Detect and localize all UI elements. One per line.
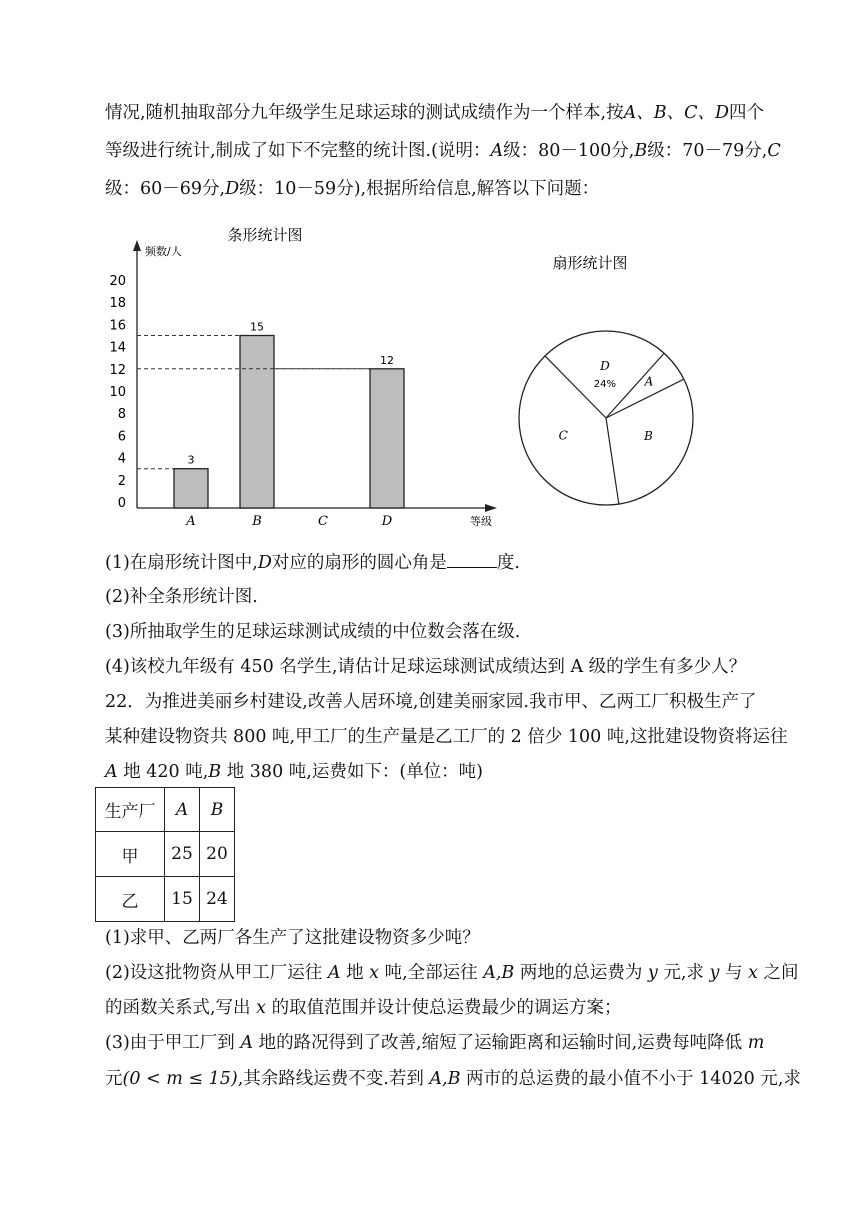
grade-letter: D bbox=[257, 553, 272, 573]
question-21-4 bbox=[105, 654, 746, 680]
place-letter: A bbox=[105, 762, 118, 782]
table-row bbox=[96, 832, 235, 877]
question-text: 元 bbox=[105, 1069, 123, 1089]
problem-22-q3-line-1 bbox=[105, 1030, 764, 1056]
problem-text: 地 420 吨, bbox=[117, 762, 209, 782]
question-text: (2)设这批物资从甲工厂运往 bbox=[105, 963, 328, 983]
pie-chart bbox=[519, 254, 693, 505]
y-axis-label: 频数/人 bbox=[145, 245, 182, 258]
question-21-3 bbox=[105, 619, 520, 645]
question-text: 的函数关系式,写出 bbox=[105, 998, 257, 1018]
grade-letter: A bbox=[490, 141, 504, 161]
problem-22-line-1 bbox=[105, 689, 756, 715]
y-tick-label: 6 bbox=[117, 429, 126, 445]
variable: y bbox=[709, 963, 720, 983]
table-cell: 乙 bbox=[96, 877, 165, 922]
intro-text: 分),根据所给信息,解答以下问题： bbox=[336, 179, 600, 199]
pie-slice-label: A bbox=[644, 374, 654, 389]
question-text: 两地的总运费为 bbox=[514, 963, 648, 983]
table-cell: 15 bbox=[165, 877, 200, 922]
problem-22-q3-line-2 bbox=[105, 1066, 801, 1092]
table-header-cell: 生产厂 bbox=[96, 788, 165, 832]
question-21-1 bbox=[105, 549, 520, 576]
bar bbox=[174, 469, 208, 508]
question-text: 两市的总运费的最小值不小于 14020 元,求 bbox=[460, 1069, 801, 1089]
question-text: (1)在扇形统计图中, bbox=[105, 553, 258, 573]
answer-blank[interactable] bbox=[447, 549, 497, 568]
question-text: 吨,全部运往 bbox=[379, 963, 484, 983]
place-letters: A,B bbox=[429, 1069, 461, 1089]
y-tick-label: 4 bbox=[117, 451, 126, 467]
question-text: (4)该校九年级有 450 名学生,请估计足球运球测试成绩达到 A 级的学生有多少人？ bbox=[105, 657, 747, 677]
grade-letter: C bbox=[767, 141, 781, 161]
problem-22-line-3 bbox=[105, 759, 483, 785]
score-range: 70－79 bbox=[682, 141, 745, 161]
pie-chart-title: 扇形统计图 bbox=[552, 254, 628, 272]
question-text: 元,求 bbox=[657, 963, 710, 983]
y-tick-label: 14 bbox=[109, 340, 126, 356]
table-header-cell: A bbox=[165, 788, 200, 832]
y-axis-arrow bbox=[133, 240, 141, 251]
table-row bbox=[96, 877, 235, 922]
problem-22-q2-line-2 bbox=[105, 995, 622, 1021]
bar bbox=[240, 336, 274, 509]
x-tick-label: B bbox=[252, 514, 262, 529]
x-axis-label: 等级 bbox=[470, 515, 492, 528]
bar-chart-title: 条形统计图 bbox=[227, 226, 303, 244]
y-tick-label: 0 bbox=[117, 496, 126, 511]
y-tick-label: 8 bbox=[117, 407, 126, 423]
pie-percent-label: 24% bbox=[593, 379, 617, 391]
problem-text: 某种建设物资共 800 吨,甲工厂的生产量是乙工厂的 2 倍少 100 吨,这批建设物资将运往 bbox=[105, 727, 788, 747]
bar-data-label: 15 bbox=[250, 320, 264, 334]
inequality: (0 < m ≤ 15) bbox=[122, 1069, 238, 1089]
intro-text: 级： bbox=[105, 179, 140, 199]
problem-22-line-2 bbox=[105, 724, 787, 750]
table-cell: 甲 bbox=[96, 832, 165, 877]
y-tick-label: 16 bbox=[109, 318, 126, 334]
variable: y bbox=[647, 963, 658, 983]
bar-data-label: 12 bbox=[380, 353, 394, 367]
intro-text: 等级进行统计,制成了如下不完整的统计图.(说明： bbox=[105, 141, 491, 161]
x-axis-arrow bbox=[485, 504, 497, 512]
grade-letters: A、B、C、D bbox=[623, 103, 730, 123]
freight-table bbox=[95, 787, 235, 922]
question-text: 的取值范围并设计使总运费最少的调运方案； bbox=[266, 998, 622, 1018]
place-letter: A bbox=[240, 1033, 253, 1053]
intro-text: 分, bbox=[202, 179, 226, 199]
variable: x bbox=[369, 963, 380, 983]
question-text: (1)求甲、乙两厂各生产了这批建设物资多少吨？ bbox=[105, 928, 480, 948]
intro-text: 级： bbox=[503, 141, 539, 161]
y-tick-label: 10 bbox=[109, 385, 126, 400]
y-tick-label: 12 bbox=[109, 362, 126, 378]
intro-text: 级： bbox=[239, 179, 275, 199]
pie-slice-label: B bbox=[644, 429, 653, 444]
table-cell: 25 bbox=[165, 832, 200, 877]
y-tick-label: 2 bbox=[117, 473, 126, 489]
intro-text: 分, bbox=[744, 141, 768, 161]
intro-text: 级： bbox=[647, 141, 683, 161]
intro-text: 四个 bbox=[729, 103, 765, 123]
question-text: 之间 bbox=[757, 963, 799, 983]
x-tick-label: C bbox=[318, 514, 328, 529]
question-text: 与 bbox=[719, 963, 749, 983]
question-text: (2)补全条形统计图. bbox=[105, 587, 258, 607]
y-tick-label: 20 bbox=[109, 274, 126, 289]
intro-text: 分, bbox=[611, 141, 635, 161]
place-letter: A bbox=[327, 963, 341, 983]
variable: m bbox=[747, 1033, 765, 1053]
problem-22-q1 bbox=[105, 925, 480, 951]
grade-letter: B bbox=[634, 141, 648, 161]
place-letter: B bbox=[208, 762, 222, 782]
question-text: 对应的扇形的圆心角是 bbox=[271, 553, 447, 573]
question-text: 地 bbox=[340, 963, 370, 983]
bar-data-label: 3 bbox=[187, 453, 195, 467]
table-cell: 24 bbox=[200, 877, 235, 922]
score-range: 10－59 bbox=[274, 179, 337, 199]
problem-text: 22．为推进美丽乡村建设,改善人居环境,创建美丽家园.我市甲、乙两工厂积极生产了 bbox=[105, 692, 757, 712]
y-tick-label: 18 bbox=[109, 296, 126, 312]
table-header-row bbox=[96, 788, 235, 832]
problem-22-q2-line-1 bbox=[105, 960, 798, 986]
problem-text: 地 380 吨,运费如下：(单位：吨) bbox=[221, 762, 483, 782]
bar-chart bbox=[109, 226, 497, 529]
grade-letter: D bbox=[225, 179, 240, 199]
score-range: 60－69 bbox=[140, 179, 203, 199]
pie-slice-label: D bbox=[600, 359, 610, 374]
question-text: (3)由于甲工厂到 bbox=[105, 1033, 241, 1053]
pie-slice-label: C bbox=[558, 428, 568, 443]
question-21-2 bbox=[105, 584, 258, 610]
question-text: 地的路况得到了改善,缩短了运输距离和运输时间,运费每吨降低 bbox=[253, 1033, 748, 1053]
charts-figure bbox=[0, 0, 860, 560]
x-tick-label: D bbox=[381, 514, 393, 529]
variable: x bbox=[256, 998, 266, 1018]
variable: x bbox=[748, 963, 758, 983]
x-tick-label: A bbox=[186, 514, 196, 529]
table-header-cell: B bbox=[200, 788, 235, 832]
bar bbox=[370, 369, 404, 508]
score-range: 80－100 bbox=[538, 141, 612, 161]
table-cell: 20 bbox=[200, 832, 235, 877]
question-text: ,其余路线运费不变.若到 bbox=[237, 1069, 430, 1089]
place-letters: A,B bbox=[483, 963, 515, 983]
question-text: (3)所抽取学生的足球运球测试成绩的中位数会落在级. bbox=[105, 622, 521, 642]
question-text: 度. bbox=[496, 553, 520, 573]
intro-text: 情况,随机抽取部分九年级学生足球运球的测试成绩作为一个样本,按 bbox=[105, 103, 624, 123]
